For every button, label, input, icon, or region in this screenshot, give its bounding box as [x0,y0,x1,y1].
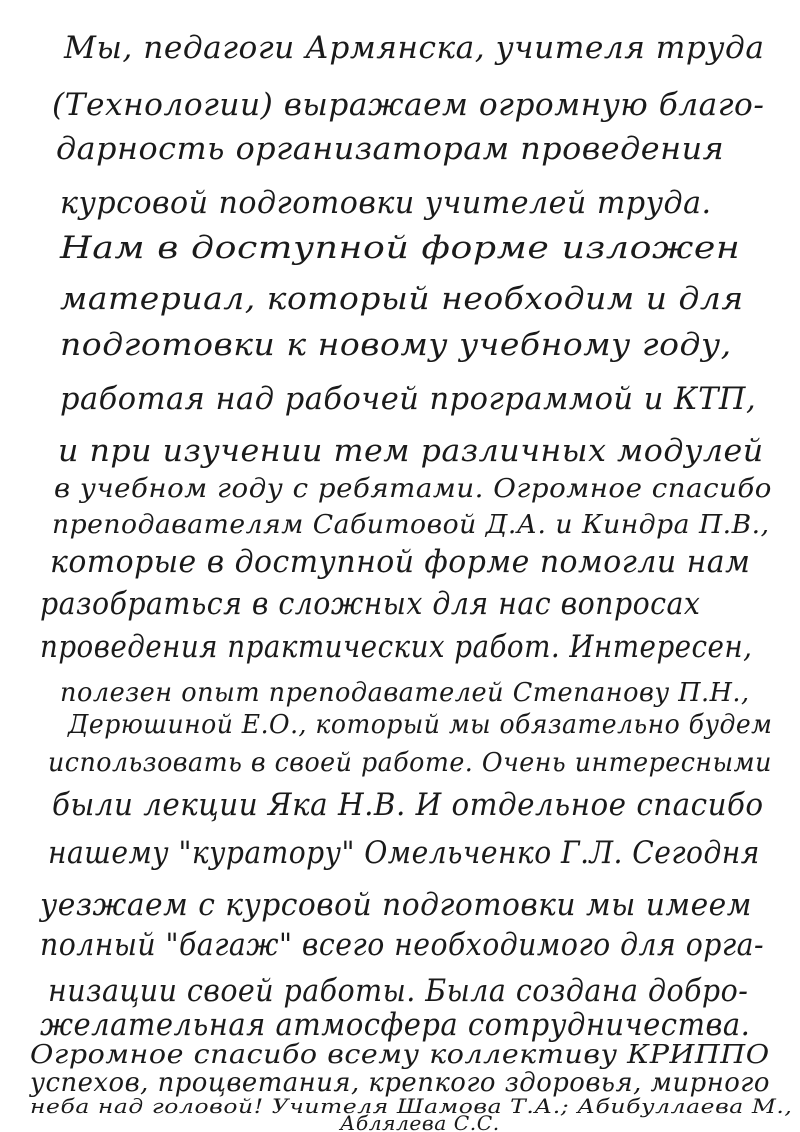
letter-line: которые в доступной форме помогли нам [50,544,751,580]
letter-line: работая над рабочей программой и КТП, [60,381,757,417]
letter-line: курсовой подготовки учителей труда. [60,185,712,221]
letter-line: использовать в своей работе. Очень интересными [48,748,772,778]
letter-line: были лекции Яка Н.В. И отдельное спасибо [52,787,764,823]
letter-line: Мы, педагоги Армянска, учителя труда [64,30,765,66]
letter-line: материал, который необходим и для [60,281,744,317]
letter-line: разобраться в сложных для нас вопросах [40,586,701,622]
letter-signature-line: Аблялева С.С. [340,1111,500,1132]
letter-line: низации своей работы. Была создана добро- [48,973,749,1009]
letter-line: полный "багаж" всего необходимого для орга- [40,927,765,963]
letter-line: в учебном году с ребятами. Огромное спасибо [54,474,772,504]
letter-line: неба над головой! Учителя Шамова Т.А.; Абибуллаева М., [30,1094,793,1118]
letter-line: Нам в доступной форме изложен [60,230,741,266]
letter-line: желательная атмосфера сотрудничества. [40,1007,751,1043]
letter-line: (Технологии) выражаем огромную благо- [52,87,765,123]
letter-line: уезжаем с курсовой подготовки мы имеем [40,887,752,923]
letter-line: и при изучении тем различных модулей [58,433,764,469]
letter-line: полезен опыт преподавателей Степанову П.Н., [60,678,750,708]
letter-line: Огромное спасибо всему коллективу КРИППО [30,1040,770,1070]
letter-line: успехов, процветания, крепкого здоровья, мирного [30,1068,770,1098]
letter-line: подготовки к новому учебному году, [60,327,732,363]
letter-line: нашему "куратору" Омельченко Г.Л. Сегодня [48,835,760,871]
letter-line: Дерюшиной Е.О., который мы обязательно будем [68,710,773,740]
letter-line: дарность организаторам проведения [56,131,725,167]
letter-line: преподавателям Сабитовой Д.А. и Киндра П.В., [52,510,770,540]
letter-line: проведения практических работ. Интересен, [40,629,753,665]
